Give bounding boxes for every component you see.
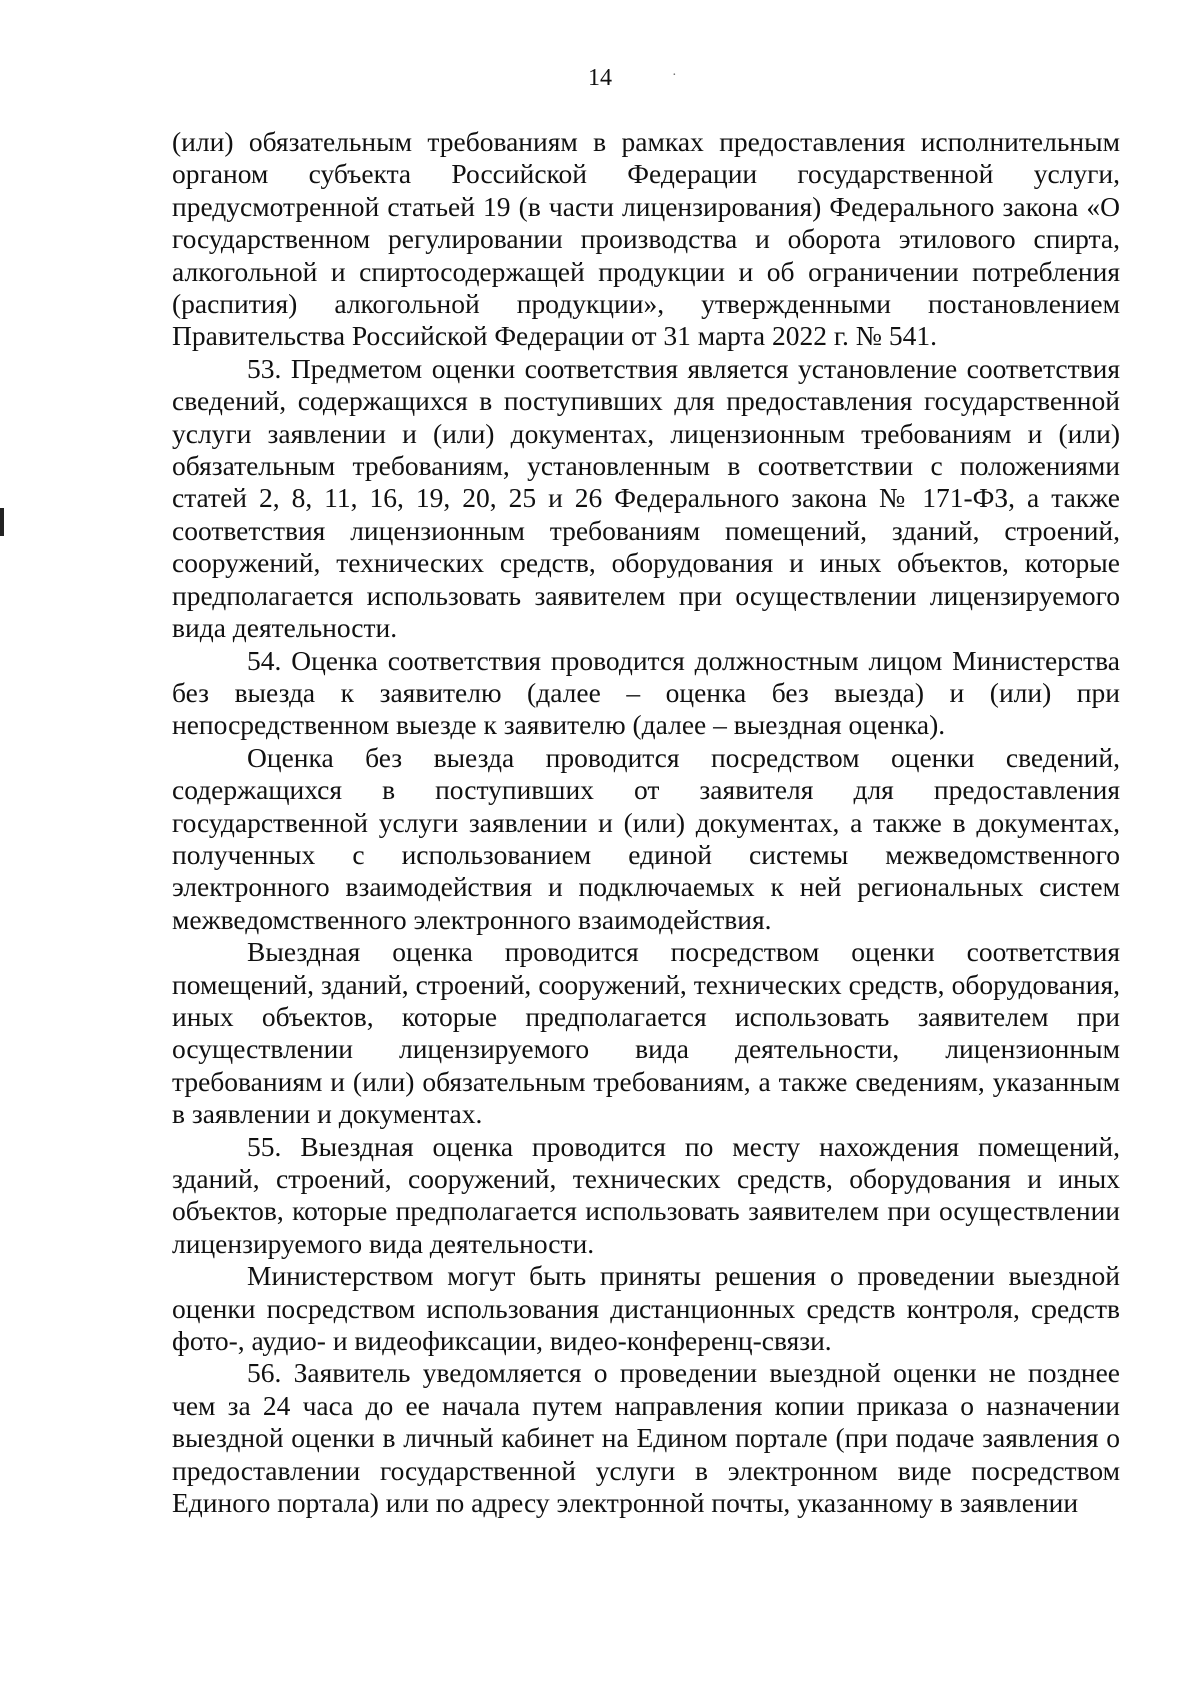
paragraph-55: 55. Выездная оценка проводится по месту нахождения помещений, зданий, строений, сооружений, технических средств, оборудования и иных объектов, которые предполагается использовать заявителем при осуществлении лицензируемого вида деятельности.	[172, 1130, 1120, 1259]
paragraph-53: 53. Предметом оценки соответствия является установление соответствия сведений, содержащихся в поступивших для предоставления государственной услуги заявлении и (или) документах, лицензионным требованиям и (или) обязательным требованиям, установленным в соответствии с положениями статей 2, 8, 11, 16, 19, 20, 25 и 26 Федерального закона № 171-ФЗ, а также соответствия лицензионным требованиям помещений, зданий, строений, сооружений, технических средств, оборудования и иных объектов, которые предполагается использовать заявителем при осуществлении лицензируемого вида деятельности.	[172, 352, 1120, 644]
paragraph-54-onsite-assessment: Выездная оценка проводится посредством оценки соответствия помещений, зданий, строений, сооружений, технических средств, оборудования, иных объектов, которые предполагается использовать заявителем при осуществлении лицензируемого вида деятельности, лицензионным требованиям и (или) обязательным требованиям, а также сведениям, указанным в заявлении и документах.	[172, 936, 1120, 1130]
paragraph-continued: (или) обязательным требованиям в рамках предоставления исполнительным органом субъекта Российской Федерации государственной услуги, предусмотренной статьей 19 (в части лицензирования) Федерального закона «О государственном регулировании производства и оборота этилового спирта, алкогольной и спиртосодержащей продукции и об ограничении потребления (распития) алкогольной продукции», утвержденными постановлением Правительства Российской Федерации от 31 марта 2022 г. № 541.	[172, 126, 1120, 352]
page-number-text: 14	[588, 65, 612, 91]
paragraph-55-remote-control: Министерством могут быть приняты решения о проведении выездной оценки посредством использования дистанционных средств контроля, средств фото-, аудио- и видеофиксации, видео-конференц-связи.	[172, 1260, 1120, 1357]
paragraph-54: 54. Оценка соответствия проводится должностным лицом Министерства без выезда к заявителю (далее – оценка без выезда) и (или) при непосредственном выезде к заявителю (далее – выездная оценка).	[172, 644, 1120, 741]
page-number	[0, 66, 1200, 90]
paragraph-54-assessment-without-visit: Оценка без выезда проводится посредством оценки сведений, содержащихся в поступивших от заявителя для предоставления государственной услуги заявлении и (или) документах, а также в документах, полученных с использованием единой системы межведомственного электронного взаимодействия и подключаемых к ней региональных систем межведомственного электронного взаимодействия.	[172, 741, 1120, 935]
page-number-mark: ·	[672, 68, 677, 83]
document-body	[172, 126, 1120, 1519]
paragraph-56: 56. Заявитель уведомляется о проведении выездной оценки не позднее чем за 24 часа до ее начала путем направления копии приказа о назначении выездной оценки в личный кабинет на Едином портале (при подаче заявления о предоставлении государственной услуги в электронном виде посредством Единого портала) или по адресу электронной почты, указанному в заявлении	[172, 1357, 1120, 1519]
scan-margin-mark	[0, 508, 4, 536]
